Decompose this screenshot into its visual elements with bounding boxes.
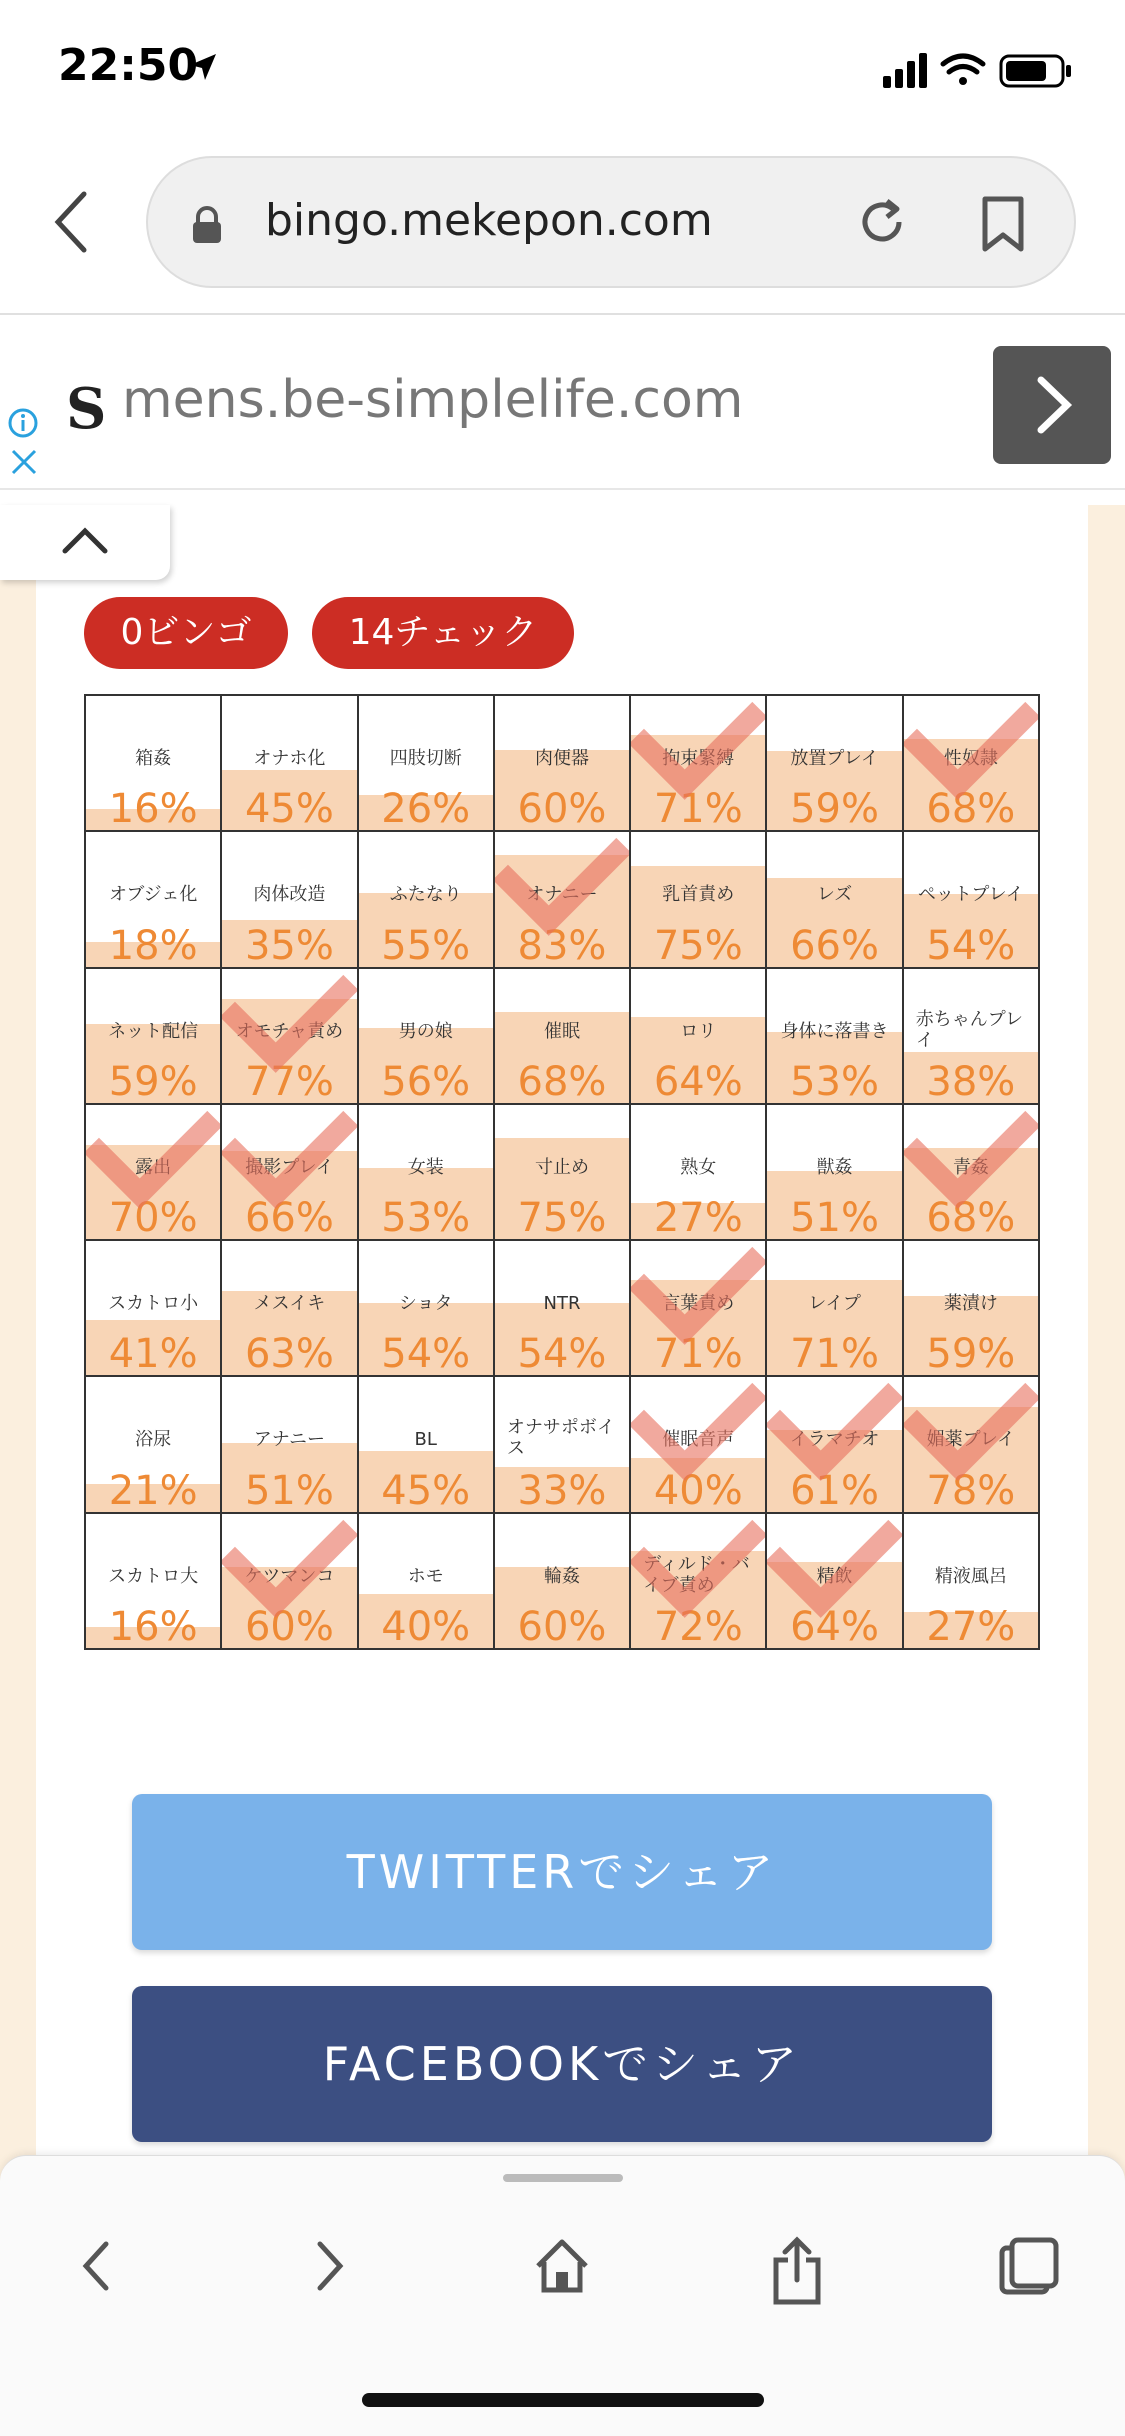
- cell-percent: 59%: [926, 1331, 1016, 1378]
- cell-percent: 54%: [381, 1331, 471, 1378]
- cellular-signal-icon: [883, 53, 927, 88]
- bingo-cell[interactable]: [631, 1377, 767, 1513]
- bingo-cell[interactable]: [222, 1105, 358, 1241]
- cell-label: オブジェ化: [108, 884, 198, 906]
- bingo-cell[interactable]: [631, 1514, 767, 1650]
- cell-percent: 54%: [517, 1331, 607, 1378]
- bingo-cell[interactable]: [495, 969, 631, 1105]
- cell-label: ディルド・バイブ責め: [643, 1553, 750, 1596]
- cell-label: ホモ: [407, 1565, 444, 1587]
- cell-percent: 66%: [244, 1195, 334, 1242]
- cell-percent: 60%: [244, 1604, 334, 1650]
- wifi-icon: [943, 56, 983, 85]
- cell-percent: 72%: [653, 1604, 743, 1650]
- cell-percent: 27%: [926, 1604, 1016, 1650]
- cell-label: 浴尿: [135, 1429, 172, 1451]
- toolbar-grabber[interactable]: [503, 2174, 623, 2182]
- cell-label: NTR: [543, 1293, 581, 1315]
- cell-percent: 61%: [790, 1467, 880, 1514]
- cell-percent: 71%: [653, 786, 743, 833]
- cell-label: 放置プレイ: [790, 748, 879, 769]
- cell-label: 性奴隷: [943, 748, 998, 769]
- bingo-cell[interactable]: [631, 832, 767, 968]
- bookmark-icon[interactable]: [980, 195, 1026, 253]
- cell-label: 寸止め: [534, 1156, 589, 1178]
- location-arrow-icon: [188, 52, 218, 82]
- cell-percent: 35%: [244, 922, 334, 969]
- cell-label: スカトロ大: [108, 1565, 199, 1587]
- bingo-cell[interactable]: [222, 696, 358, 832]
- cell-label: 薬漬け: [943, 1293, 998, 1315]
- cell-label: 乳首責め: [662, 884, 735, 906]
- ad-info-icon[interactable]: [8, 408, 38, 438]
- cell-percent: 40%: [653, 1467, 743, 1514]
- cell-percent: 59%: [108, 1058, 198, 1105]
- bingo-cell[interactable]: [222, 1514, 358, 1650]
- bingo-cell[interactable]: [767, 969, 903, 1105]
- cell-percent: 64%: [790, 1604, 880, 1650]
- cell-percent: 66%: [790, 922, 880, 969]
- bingo-cell[interactable]: [904, 696, 1040, 832]
- bingo-cell[interactable]: [767, 696, 903, 832]
- cell-label: 肉体改造: [253, 884, 326, 906]
- bingo-cell[interactable]: [359, 832, 495, 968]
- cell-percent: 27%: [653, 1195, 743, 1242]
- cell-label: ケツマンコ: [244, 1565, 335, 1587]
- cell-percent: 16%: [108, 786, 198, 833]
- bingo-cell[interactable]: [904, 1377, 1040, 1513]
- reload-icon[interactable]: [855, 195, 909, 249]
- chevron-up-icon: [60, 523, 110, 559]
- cell-label: 身体に落書き: [780, 1020, 889, 1042]
- bingo-cell[interactable]: [495, 1377, 631, 1513]
- bingo-cell[interactable]: [222, 1377, 358, 1513]
- cell-percent: 40%: [381, 1604, 471, 1650]
- collapse-ad-button[interactable]: [0, 505, 170, 580]
- cell-label: アナニー: [253, 1429, 326, 1451]
- cell-label: ふたなり: [389, 884, 462, 906]
- cell-label: 撮影プレイ: [245, 1156, 334, 1178]
- cell-label: 催眠音声: [662, 1429, 735, 1451]
- cell-label: 赤ちゃんプレイ: [915, 1008, 1023, 1051]
- cell-label: 拘束緊縛: [662, 748, 735, 769]
- cell-percent: 16%: [108, 1604, 198, 1650]
- cell-label: BL: [414, 1429, 437, 1451]
- cell-percent: 53%: [381, 1195, 471, 1242]
- nav-forward-icon[interactable]: [310, 2236, 350, 2296]
- cell-percent: 60%: [517, 1604, 607, 1650]
- bingo-cell[interactable]: [86, 969, 222, 1105]
- nav-back-icon[interactable]: [76, 2236, 116, 2296]
- bingo-cell[interactable]: [631, 1105, 767, 1241]
- ad-url[interactable]: mens.be-simplelife.com: [122, 370, 744, 430]
- cell-percent: 18%: [108, 922, 198, 969]
- bingo-cell[interactable]: [86, 1514, 222, 1650]
- bingo-cell[interactable]: [359, 1514, 495, 1650]
- ad-open-button[interactable]: [993, 346, 1111, 464]
- bingo-cell[interactable]: [495, 1105, 631, 1241]
- bingo-cell[interactable]: [495, 1241, 631, 1377]
- bingo-count-badge: 0ビンゴ: [84, 597, 288, 669]
- bingo-cell[interactable]: [359, 1105, 495, 1241]
- chevron-right-icon: [993, 346, 1111, 464]
- cell-percent: 75%: [653, 922, 743, 969]
- ad-close-icon[interactable]: [10, 448, 38, 476]
- bingo-cell[interactable]: [86, 1241, 222, 1377]
- cell-label: 輪姦: [543, 1565, 580, 1587]
- cell-percent: 21%: [108, 1467, 198, 1514]
- cell-label: ネット配信: [108, 1020, 199, 1042]
- tabs-icon[interactable]: [998, 2236, 1060, 2296]
- cell-label: レイプ: [808, 1293, 861, 1315]
- cell-percent: 59%: [790, 786, 880, 833]
- cell-percent: 78%: [926, 1467, 1016, 1514]
- bingo-cell[interactable]: [86, 832, 222, 968]
- cell-percent: 53%: [790, 1058, 880, 1105]
- bingo-cell[interactable]: [359, 1241, 495, 1377]
- cell-label: 露出: [135, 1156, 172, 1178]
- cell-label: 言葉責め: [662, 1293, 735, 1315]
- cell-label: イラマチオ: [789, 1429, 880, 1451]
- cell-label: ショタ: [398, 1293, 453, 1315]
- bingo-cell[interactable]: [904, 969, 1040, 1105]
- bingo-cell[interactable]: [631, 969, 767, 1105]
- bingo-cell[interactable]: [904, 1105, 1040, 1241]
- home-indicator: [362, 2393, 764, 2407]
- bingo-cell[interactable]: [767, 1241, 903, 1377]
- bingo-cell[interactable]: [495, 696, 631, 832]
- browser-toolbar: [0, 2155, 1125, 2436]
- bingo-cell[interactable]: [631, 696, 767, 832]
- bingo-cell[interactable]: [222, 1241, 358, 1377]
- cell-percent: 71%: [653, 1331, 743, 1378]
- status-icons: [883, 50, 1083, 90]
- cell-percent: 64%: [653, 1058, 743, 1105]
- url-text[interactable]: bingo.mekepon.com: [265, 195, 713, 246]
- cell-label: 熟女: [680, 1156, 717, 1178]
- battery-icon: [1001, 56, 1071, 86]
- cell-percent: 51%: [790, 1195, 880, 1242]
- bingo-cell[interactable]: [767, 1514, 903, 1650]
- cell-percent: 71%: [790, 1331, 880, 1378]
- cell-percent: 45%: [381, 1467, 471, 1514]
- cell-label: 四肢切断: [389, 748, 462, 769]
- cell-label: 肉便器: [534, 748, 589, 769]
- bingo-cell[interactable]: [359, 696, 495, 832]
- check-count-badge: 14チェック: [312, 597, 574, 669]
- cell-label: 催眠: [543, 1020, 580, 1042]
- bingo-cell[interactable]: [359, 969, 495, 1105]
- cell-percent: 68%: [926, 786, 1016, 833]
- bingo-cell[interactable]: [767, 1377, 903, 1513]
- cell-label: メスイキ: [253, 1293, 326, 1315]
- cell-label: 獣姦: [816, 1156, 853, 1178]
- bingo-cell[interactable]: [86, 696, 222, 832]
- bingo-cell[interactable]: [495, 1514, 631, 1650]
- cell-percent: 38%: [926, 1058, 1016, 1105]
- cell-label: オナホ化: [253, 748, 326, 769]
- cell-percent: 75%: [517, 1195, 607, 1242]
- ad-banner[interactable]: [0, 318, 1125, 490]
- bingo-cell[interactable]: [904, 832, 1040, 968]
- bingo-cell[interactable]: [222, 969, 358, 1105]
- cell-percent: 83%: [517, 922, 607, 969]
- bingo-cell[interactable]: [359, 1377, 495, 1513]
- status-bar: [0, 0, 1125, 140]
- cell-label: 青姦: [952, 1156, 989, 1178]
- browser-back-icon[interactable]: [50, 190, 90, 254]
- home-icon[interactable]: [532, 2236, 592, 2296]
- status-time: 22:50: [58, 40, 199, 91]
- cell-label: ロリ: [680, 1020, 717, 1042]
- cell-label: 精液風呂: [934, 1565, 1007, 1587]
- bingo-cell[interactable]: [222, 832, 358, 968]
- cell-label: レズ: [816, 884, 853, 906]
- cell-percent: 41%: [108, 1331, 198, 1378]
- cell-label: スカトロ小: [108, 1293, 199, 1315]
- bingo-cell[interactable]: [767, 1105, 903, 1241]
- cell-percent: 54%: [926, 922, 1016, 969]
- cell-percent: 45%: [244, 786, 334, 833]
- bingo-grid: [84, 694, 1040, 1650]
- share-icon[interactable]: [770, 2236, 824, 2306]
- cell-percent: 68%: [517, 1058, 607, 1105]
- bingo-cell[interactable]: [631, 1241, 767, 1377]
- cell-label: 箱姦: [135, 748, 172, 769]
- cell-label: オナサポボイス: [506, 1417, 615, 1460]
- cell-percent: 63%: [244, 1331, 334, 1378]
- cell-percent: 26%: [381, 786, 471, 833]
- ad-logo: S: [66, 376, 107, 442]
- bingo-cell[interactable]: [904, 1514, 1040, 1650]
- cell-label: オモチャ責め: [235, 1020, 344, 1042]
- facebook-share-button[interactable]: FACEBOOKでシェア: [132, 1986, 992, 2142]
- cell-percent: 70%: [108, 1195, 198, 1242]
- cell-percent: 77%: [244, 1058, 334, 1105]
- cell-percent: 55%: [381, 922, 471, 969]
- cell-label: 男の娘: [398, 1020, 453, 1042]
- cell-percent: 51%: [244, 1467, 334, 1514]
- cell-percent: 56%: [381, 1058, 471, 1105]
- cell-label: 媚薬プレイ: [926, 1429, 1016, 1451]
- bingo-cell[interactable]: [904, 1241, 1040, 1377]
- bingo-cell[interactable]: [86, 1377, 222, 1513]
- cell-label: 精飲: [816, 1565, 853, 1587]
- cell-label: ペットプレイ: [917, 884, 1024, 906]
- bingo-cell[interactable]: [86, 1105, 222, 1241]
- twitter-share-button[interactable]: TWITTERでシェア: [132, 1794, 992, 1950]
- cell-percent: 33%: [517, 1467, 607, 1514]
- cell-percent: 68%: [926, 1195, 1016, 1242]
- cell-label: 女装: [407, 1156, 444, 1178]
- bingo-cell[interactable]: [495, 832, 631, 968]
- lock-icon: [190, 205, 224, 245]
- cell-label: オナニー: [526, 884, 598, 906]
- cell-percent: 60%: [517, 786, 607, 833]
- bingo-cell[interactable]: [767, 832, 903, 968]
